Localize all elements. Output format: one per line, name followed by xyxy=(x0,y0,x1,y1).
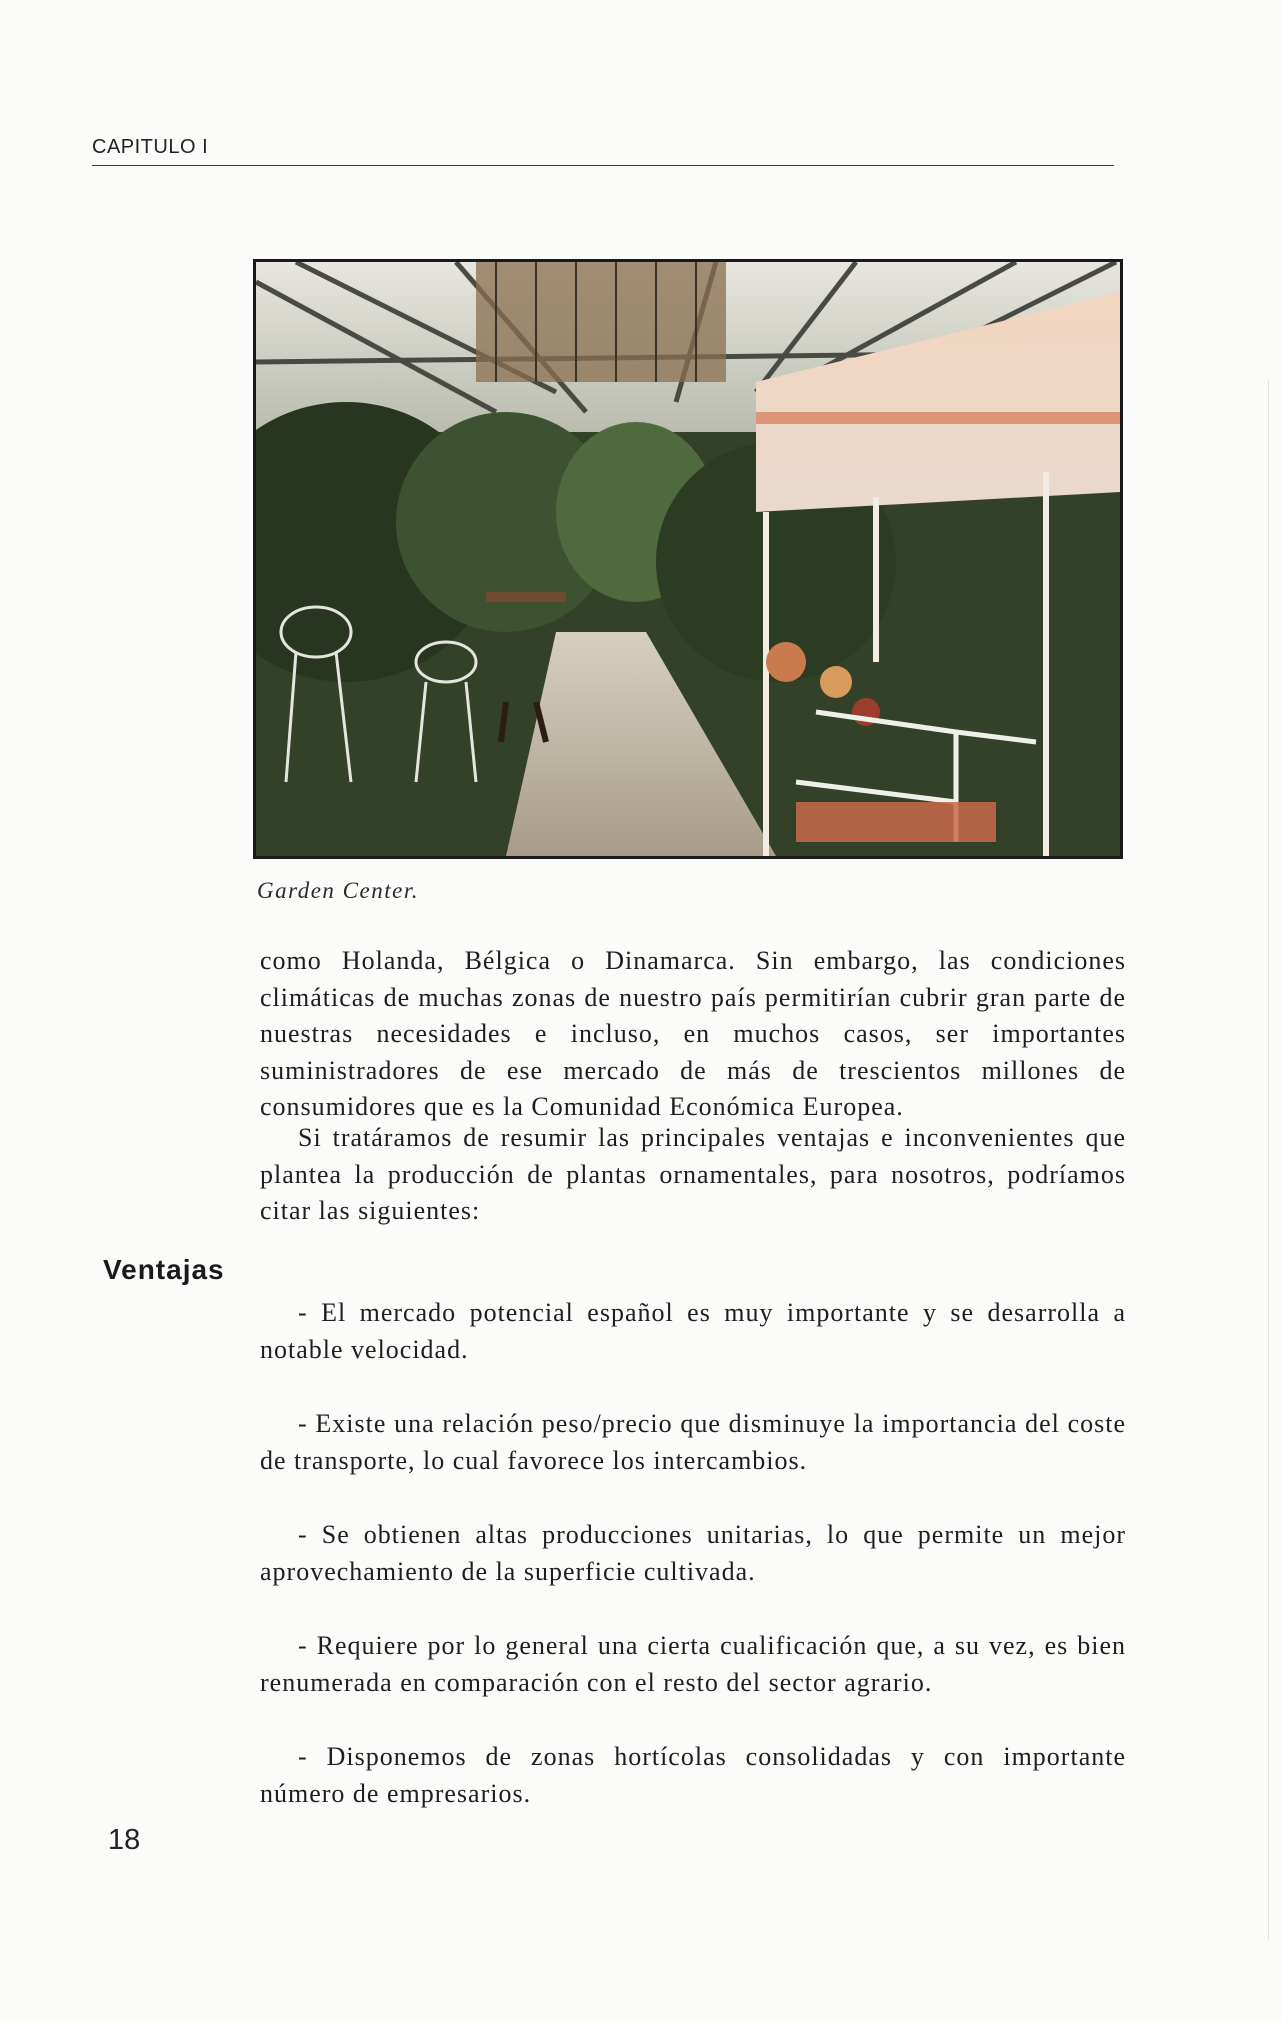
figure-caption: Garden Center. xyxy=(257,878,419,903)
greenhouse-photo-icon xyxy=(256,262,1120,856)
page-number: 18 xyxy=(108,1824,141,1856)
list-item: - El mercado potencial español es muy importante y se desarrolla a notable velocidad. xyxy=(260,1298,1126,1364)
list-item: - Se obtienen altas producciones unitarias, lo que permite un mejor aprovechamiento de la superficie cultivada. xyxy=(260,1520,1126,1586)
body-paragraph: como Holanda, Bélgica o Dinamarca. Sin embargo, las condiciones climáticas de muchas zonas de nuestro país permitirían cubrir gran parte de nuestras necesidades e incluso, en muchos casos, ser importantes suministradores de ese mercado de más de trescientos millones de consumidores que es la Comunidad Económica Europea. xyxy=(260,946,1126,1121)
list-item: - Existe una relación peso/precio que disminuye la importancia del coste de transporte, lo cual favorece los intercambios. xyxy=(260,1409,1126,1475)
page-edge xyxy=(1268,380,1269,1940)
garden-center-photo xyxy=(253,259,1123,859)
list-item: - Requiere por lo general una cierta cualificación que, a su vez, es bien renumerada en comparación con el resto del sector agrario. xyxy=(260,1631,1126,1697)
running-header xyxy=(92,136,1114,166)
section-heading: Ventajas xyxy=(103,1254,225,1285)
advantages-list xyxy=(260,1295,1126,1850)
list-item: - Disponemos de zonas hortícolas consolidadas y con importante número de empresarios. xyxy=(260,1742,1126,1808)
chapter-title: CAPITULO I xyxy=(92,136,209,158)
body-paragraph: Si tratáramos de resumir las principales ventajas e inconvenientes que plantea la producción de plantas ornamentales, para nosotros, podríamos citar las siguientes: xyxy=(260,1123,1126,1225)
